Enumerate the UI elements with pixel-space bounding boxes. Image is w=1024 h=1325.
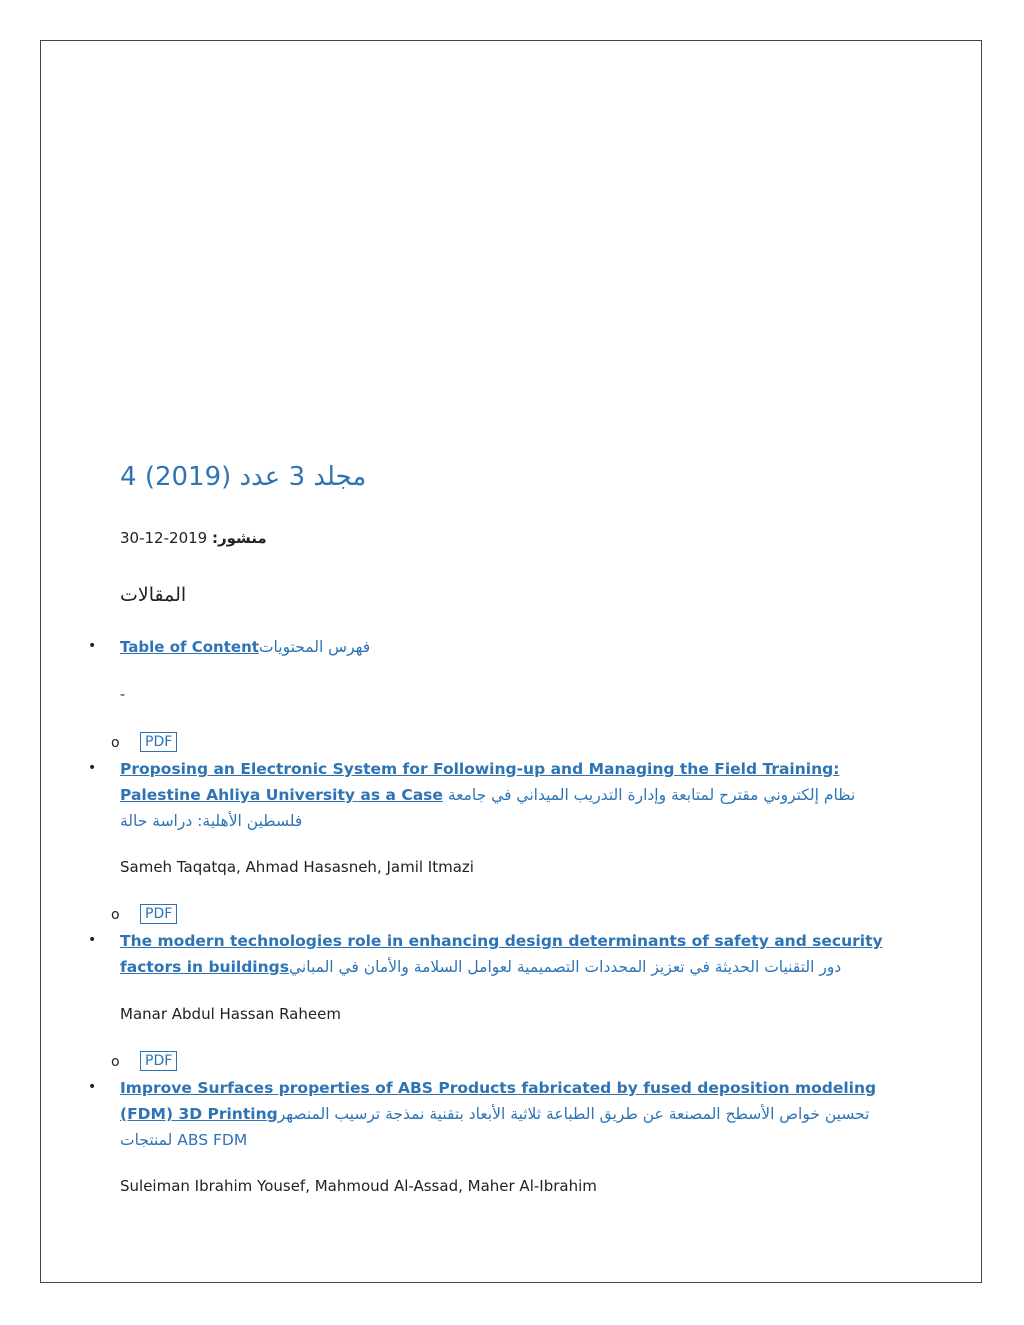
article-authors: Sameh Taqatqa, Ahmad Hasasneh, Jamil Itmazi [120,858,474,876]
article-link[interactable]: The modern technologies role in enhancing design determinants of safety and security factors in buildings [120,932,883,976]
article-title-arabic: نظام إلكتروني مقترح لمتابعة وإدارة التدريب الميداني في جامعة فلسطين الأهلية: دراسة حالة [120,786,856,830]
published-line [120,529,267,547]
article-title-arabic: تحسين خواص الأسطح المصنعة عن طريق الطباعة ثلاثية الأبعاد بتقنية نمذجة ترسيب المنصهر لمنتجات ABS FDM [120,1105,870,1149]
sub-bullet: o [111,907,120,923]
published-label: منشور: [212,529,267,547]
list-bullet: • [88,932,97,948]
article-title [120,928,910,980]
article-title [120,1075,910,1153]
section-heading: المقالات [120,584,187,606]
article-link[interactable]: Proposing an Electronic System for Following-up and Managing the Field Training: Palestine Ahliya University as a Case [120,760,840,804]
list-bullet: • [88,760,97,776]
article-authors: Manar Abdul Hassan Raheem [120,1005,341,1023]
article-link[interactable]: Improve Surfaces properties of ABS Products fabricated by fused deposition modeling (FDM) 3D Printing [120,1079,877,1123]
published-date: 2019-12-30 [120,529,208,547]
pdf-button[interactable]: PDF [140,904,177,924]
toc-dash: - [120,687,126,703]
article-title-arabic: دور التقنيات الحديثة في تعزيز المحددات التصميمية لعوامل السلامة والأمان في المباني [288,958,842,976]
list-bullet: • [88,1079,97,1095]
sub-bullet: o [111,735,120,751]
toc-item [120,634,910,660]
article-authors: Suleiman Ibrahim Yousef, Mahmoud Al-Assad, Maher Al-Ibrahim [120,1177,597,1195]
article-title [120,756,910,834]
issue-title: 4 مجلد 3 عدد (2019) [120,462,367,492]
toc-title-arabic: فهرس المحتويات [258,638,371,656]
pdf-button[interactable]: PDF [140,1051,177,1071]
pdf-button[interactable]: PDF [140,732,177,752]
toc-link[interactable]: Table of Content [120,638,259,656]
list-bullet: • [88,638,97,654]
sub-bullet: o [111,1054,120,1070]
